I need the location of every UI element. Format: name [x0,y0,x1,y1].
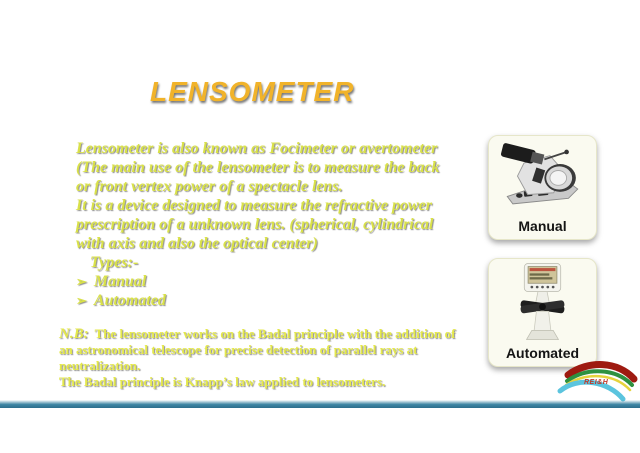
automated-lensometer-card [488,258,597,367]
logo-text: REI&H [584,379,609,386]
automated-lensometer-image [496,262,589,344]
note-block [59,326,489,390]
note-text: The lensometer works on the Badal principle with the addition of [94,326,456,341]
type-item-automated [76,291,476,310]
note-line [59,326,489,342]
note-label: N.B: [59,326,89,342]
body-line: Lensometer is also known as Focimeter or avertometer [76,140,438,157]
types-heading: Types:- [90,254,139,271]
arrow-bullet-icon: ➢ [76,274,87,289]
logo-swoosh [556,358,640,406]
automated-card-label: Automated [505,345,580,361]
note-line: neutralization. [59,358,141,373]
body-line: with axis and also the optical center) [76,235,318,252]
slide-canvas [0,44,640,408]
slide-title: LENSOMETER [150,76,355,107]
body-text-block [76,139,476,310]
body-line: It is a device designed to measure the refractive power [76,197,432,214]
note-line: The Badal principle is Knapp’s law applied to lensometers. [59,374,386,389]
body-line: prescription of a unknown lens. (spherical, cylindrical [76,216,434,233]
note-line: an astronomical telescope for precise detection of parallel rays at [59,342,418,357]
body-line: or front vertex power of a spectacle lens. [76,178,343,195]
manual-lensometer-image [496,139,589,215]
body-line: (The main use of the lensometer is to measure the back [76,159,440,176]
type-item-label: Automated [93,292,166,309]
manual-lensometer-card [488,135,597,240]
type-item-manual [76,272,476,291]
type-item-label: Manual [93,273,147,290]
arrow-bullet-icon: ➢ [76,293,87,308]
manual-card-label: Manual [518,218,567,234]
